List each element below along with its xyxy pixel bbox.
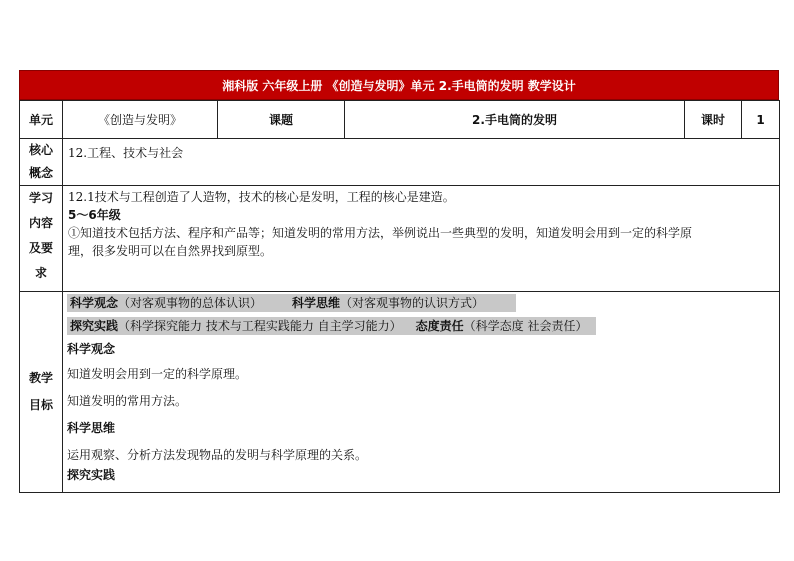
teaching-goals-label: 教学 目标 [20, 292, 63, 493]
goal-section-title: 探究实践 [67, 468, 116, 482]
teaching-goals-row [20, 292, 780, 493]
lesson-label: 课题 [218, 101, 345, 139]
goal-band-1: 科学观念（对客观事物的总体认识） 科学思维（对客观事物的认识方式） [67, 294, 516, 312]
unit-row [20, 101, 780, 139]
learning-requirements-content: 12.1技术与工程创造了人造物，技术的核心是发明，工程的核心是建造。 5～6年级 ①知道技术包括方法、程序和产品等；知道发明的常用方法，举例说出一些典型的发明，知道发明会用到一定的科学原 理，很多发明可以在自然界找到原型。 [63, 186, 780, 292]
unit-label: 单元 [20, 101, 63, 139]
period-label: 课时 [685, 101, 742, 139]
goal-section-title: 科学观念 [67, 342, 116, 356]
learning-requirements-label: 学习 内容 及要 求 [20, 186, 63, 292]
unit-value: 《创造与发明》 [63, 101, 218, 139]
lesson-value: 2.手电筒的发明 [345, 101, 685, 139]
lesson-plan-table [19, 100, 780, 493]
core-concept-row [20, 139, 780, 186]
period-value: 1 [742, 101, 780, 139]
goal-section-title: 科学思维 [67, 421, 116, 435]
core-concept-label: 核心 概念 [20, 139, 63, 186]
banner-title: 湘科版 六年级上册 《创造与发明》单元 2.手电筒的发明 教学设计 [19, 70, 779, 100]
goal-band-2: 探究实践（科学探究能力 技术与工程实践能力 自主学习能力） 态度责任（科学态度 社会责任） [67, 317, 596, 335]
learning-requirements-row [20, 186, 780, 292]
teaching-goals-content: 科学观念（对客观事物的总体认识） 科学思维（对客观事物的认识方式） 探究实践（科学探究能力 技术与工程实践能力 自主学习能力） 态度责任（科学态度 社会责任） 科学观念 知道发明会用到一定的科学原理。 知道发明的常用方法。 科学思维 运用观察、分析方法发现物品的发明与科学原理的关系。 探究实践 [63, 292, 780, 493]
core-concept-value: 12.工程、技术与社会 [63, 139, 780, 186]
